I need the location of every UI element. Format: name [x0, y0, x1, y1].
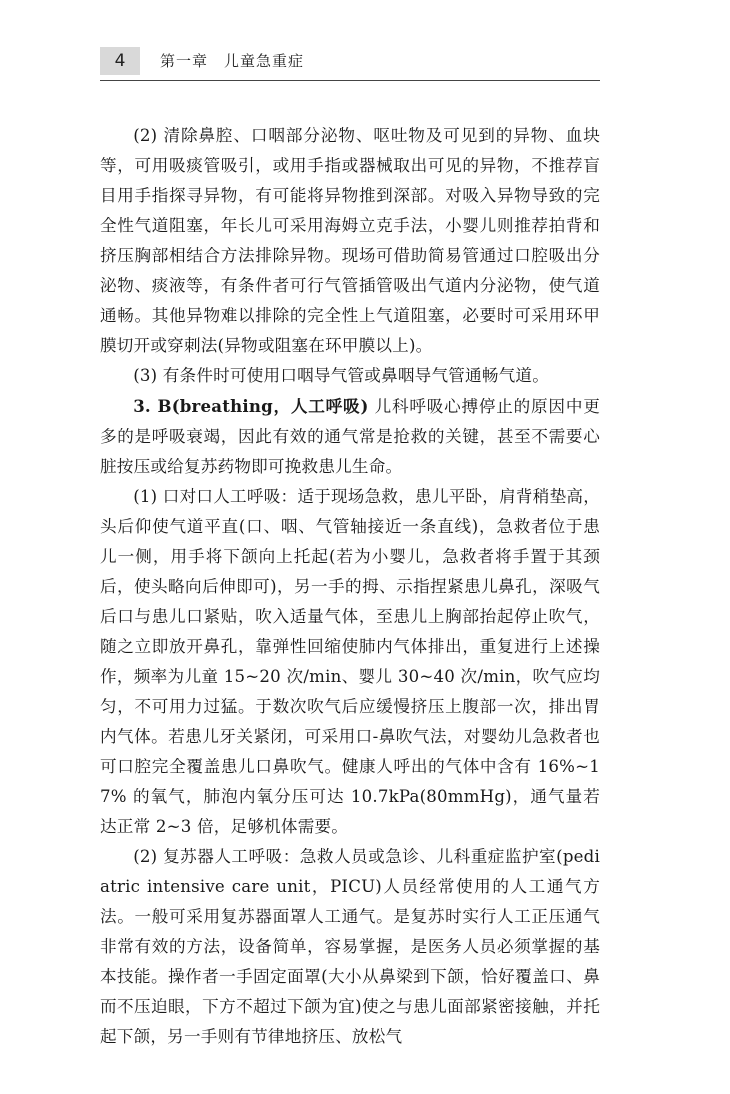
paragraph-airway-adjunct: (3) 有条件时可使用口咽导气管或鼻咽导气管通畅气道。 — [133, 366, 550, 385]
page-header — [100, 44, 600, 78]
section-heading-breathing: 3. B(breathing，人工呼吸) — [133, 396, 369, 416]
chapter-title: 第一章 儿童急重症 — [160, 52, 305, 70]
paragraph-mouth-to-mouth: (1) 口对口人工呼吸：适于现场急救，患儿平卧，肩背稍垫高，头后仰使气道平直(口、咽、气管轴接近一条直线)，急救者位于患儿一侧，用手将下颌向上托起(若为小婴儿，急救者将手置于其颈后，使头略向后伸即可)，另一手的拇、示指捏紧患儿鼻孔，深吸气后口与患儿口紧贴，吹入适量气体，至患儿上胸部抬起停止吹气，随之立即放开鼻孔，靠弹性回缩使肺内气体排出，重复进行上述操作，频率为儿童 15~20 次/min、婴儿 30~40 次/min，吹气应均匀，不可用力过猛。于数次吹气后应缓慢挤压上腹部一次，排出胃内气体。若患儿牙关紧闭，可采用口-鼻吹气法，对婴幼儿急救者也可口腔完全覆盖患儿口鼻吹气。健康人呼出的气体中含有 16%~17% 的氧气，肺泡内氧分压可达 10.7kPa(80mmHg)，通气量若达正常 2~3 倍，足够机体需要。 — [100, 487, 600, 836]
page-number: 4 — [100, 47, 140, 75]
paragraph-airway-clearance: (2) 清除鼻腔、口咽部分泌物、呕吐物及可见到的异物、血块等，可用吸痰管吸引，或用手指或器械取出可见的异物，不推荐盲目用手指探寻异物，有可能将异物推到深部。对吸入异物导致的完全性气道阻塞，年长儿可采用海姆立克手法，小婴儿则推荐拍背和挤压胸部相结合方法排除异物。现场可借助简易管通过口腔吸出分泌物、痰液等，有条件者可行气管插管吸出气道内分泌物，使气道通畅。其他异物难以排除的完全性上气道阻塞，必要时可采用环甲膜切开或穿刺法(异物或阻塞在环甲膜以上)。 — [100, 126, 600, 355]
paragraph-resuscitator: (2) 复苏器人工呼吸：急救人员或急诊、儿科重症监护室(pediatric intensive care unit，PICU)人员经常使用的人工通气方法。一般可采用复苏器面罩人工通气。是复苏时实行人工正压通气非常有效的方法，设备简单，容易掌握，是医务人员必须掌握的基本技能。操作者一手固定面罩(大小从鼻梁到下颌，恰好覆盖口、鼻而不压迫眼，下方不超过下颌为宜)使之与患儿面部紧密接触，并托起下颌，另一手则有节律地挤压、放松气 — [100, 847, 600, 1046]
header-divider — [100, 80, 600, 81]
page-body — [100, 121, 600, 1052]
paragraph-breathing — [100, 391, 600, 482]
paragraph-breathing-text: 儿科呼吸心搏停止的原因中更多的是呼吸衰竭，因此有效的通气常是抢救的关键，甚至不需要心脏按压或给复苏药物即可挽救患儿生命。 — [100, 397, 601, 476]
